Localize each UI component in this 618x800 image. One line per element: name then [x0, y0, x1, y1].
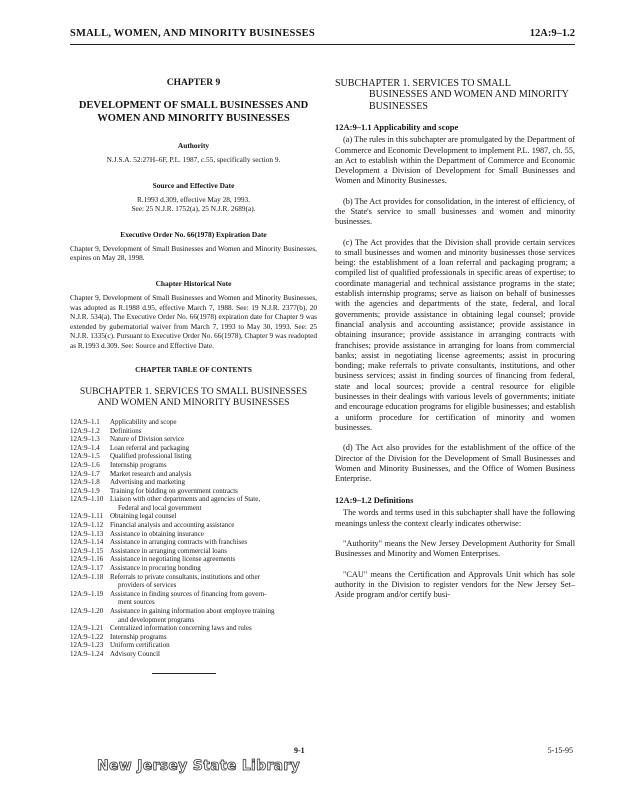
subchapter-title: [335, 78, 575, 112]
toc-section-number: 12A:9–1.4: [70, 443, 100, 452]
toc-section-number: 12A:9–1.23: [70, 641, 104, 650]
toc-section-title: [110, 470, 317, 479]
left-column: [70, 78, 317, 674]
toc-title-continuation: ment sources: [118, 598, 155, 607]
toc-row: [70, 573, 317, 590]
toc-section-title: [110, 444, 317, 453]
toc-section-number: 12A:9–1.20: [70, 607, 104, 615]
source-text: [70, 195, 317, 214]
toc-row: [70, 435, 317, 444]
toc-section-number: 12A:9–1.22: [70, 632, 104, 641]
toc-section-number: 12A:9–1.21: [70, 624, 104, 633]
toc-section-number: 12A:9–1.9: [70, 486, 100, 495]
paragraph-a: (a) The rules in this subchapter are promulgated by the Department of Commerce and Economic Development to implement P.L. 1987, ch. 55, an Act to establish within the Department of Commerce and Economic Development a Division of Development for Small Businesses and Women and Minority Businesses.: [335, 135, 575, 186]
toc-row: [70, 512, 317, 521]
header-section-number: 12A:9–1.2: [529, 28, 575, 39]
toc-title-continuation: and development programs: [118, 615, 195, 624]
chapter-title-line2: WOMEN AND MINORITY BUSINESSES: [97, 113, 290, 124]
toc-title-text: Assistance in arranging contracts with franchises: [110, 538, 248, 547]
toc-row: [70, 624, 317, 633]
toc-section-title: [110, 512, 317, 521]
toc-title-text: Applicability and scope: [110, 417, 177, 426]
toc-section-number: 12A:9–1.8: [70, 478, 100, 487]
toc-title-text: Assistance in arranging commercial loans: [110, 546, 228, 555]
toc-title-text: Training for bidding on government contracts: [110, 486, 238, 495]
chapter-title: [70, 99, 317, 125]
header-rule: [70, 44, 575, 45]
definition-cau: "CAU" means the Certification and Approvals Unit which has sole authority in the Division to register vendors for the New Jersey Set–Aside program and/or certify busi-: [335, 569, 575, 600]
toc-title-text: Internship programs: [110, 632, 167, 641]
toc-row: [70, 650, 317, 659]
toc-row: [70, 633, 317, 642]
toc-title-text: Financial analysis and accounting assistance: [110, 521, 235, 530]
toc-section-title: [110, 427, 317, 436]
toc-title-text: Liaison with other departments and agencies of State,: [110, 495, 261, 504]
toc-section-title: [110, 573, 317, 590]
toc-section-number: 12A:9–1.3: [70, 435, 100, 444]
paragraph-d: (d) The Act also provides for the establishment of the office of the Director of the Division for the Development of Small Businesses and Women and Minority Businesses, and the Office of Women Business Enterprise.: [335, 443, 575, 484]
subchapter-line3: BUSINESSES: [369, 100, 428, 112]
toc-end-rule: [152, 673, 216, 674]
toc-section-number: 12A:9–1.1: [70, 417, 100, 426]
historical-note-heading: Chapter Historical Note: [155, 278, 232, 288]
toc-row: [70, 530, 317, 539]
toc-section-number: 12A:9–1.24: [70, 649, 104, 658]
definitions-intro: The words and terms used in this subchapter shall have the following meanings unless the context clearly indicates otherwise:: [335, 508, 575, 528]
subchapter-line2: BUSINESSES AND WOMEN AND MINORITY: [369, 89, 569, 101]
toc-title-text: Centralized information concerning laws and rules: [110, 624, 252, 633]
toc-row: [70, 641, 317, 650]
toc-section-number: 12A:9–1.7: [70, 469, 100, 478]
toc-title-text: Assistance in negotiating license agreements: [110, 555, 236, 564]
toc-section-title: [110, 435, 317, 444]
paragraph-b: (b) The Act provides for consolidation, in the interest of efficiency, of the State's service to small businesses and women and minority businesses.: [335, 196, 575, 227]
running-header: [70, 28, 575, 44]
toc-row: [70, 495, 317, 512]
toc-title-text: Assistance in finding sources of financing from govern-: [110, 589, 267, 598]
toc-section-title: [110, 547, 317, 556]
section-heading-applicability: 12A:9–1.1 Applicability and scope: [335, 122, 459, 133]
right-column: [335, 78, 575, 601]
toc-section-title: [110, 555, 317, 564]
page-number: 9-1: [294, 746, 305, 755]
source-line1: R.1993 d.309, effective May 28, 1993.: [137, 194, 250, 204]
toc-subchapter-line2: AND WOMEN AND MINORITY BUSINESSES: [97, 396, 290, 408]
toc-section-number: 12A:9–1.13: [70, 529, 104, 538]
toc-section-number: 12A:9–1.17: [70, 564, 104, 573]
toc-subchapter-line1: SUBCHAPTER 1. SERVICES TO SMALL BUSINESSES: [79, 385, 308, 397]
header-title: SMALL, WOMEN, AND MINORITY BUSINESSES: [70, 28, 315, 39]
toc-row: [70, 418, 317, 427]
toc-title-continuation: Federal and local government: [118, 503, 202, 512]
authority-heading: Authority: [177, 141, 210, 150]
section-heading-definitions: 12A:9–1.2 Definitions: [335, 495, 414, 506]
definition-authority: "Authority" means the New Jersey Development Authority for Small Businesses and Minority and Women Enterprises.: [335, 539, 575, 559]
chapter-number: CHAPTER 9: [166, 78, 221, 88]
toc-section-title: [110, 538, 317, 547]
toc-section-title: [110, 590, 317, 607]
library-watermark-logo: New Jersey State Library: [97, 758, 301, 774]
toc-title-text: Advertising and marketing: [110, 478, 186, 487]
toc-section-title: [110, 461, 317, 470]
eo-heading: Executive Order No. 66(1978) Expiration Date: [120, 229, 267, 239]
subchapter-line1: SUBCHAPTER 1. SERVICES TO SMALL: [335, 78, 511, 89]
toc-section-title: [110, 607, 317, 624]
eo-text: Chapter 9, Development of Small Businesses and Women and Minority Businesses, expires on May 28, 1998.: [70, 243, 317, 263]
toc-title-text: Market research and analysis: [110, 469, 192, 478]
toc-section-number: 12A:9–1.12: [70, 521, 104, 530]
toc-section-title: [110, 530, 317, 539]
toc-section-number: 12A:9–1.11: [70, 512, 103, 521]
toc-title-text: Assistance in procuring bonding: [110, 564, 201, 573]
toc-section-title: [110, 641, 317, 650]
toc-section-title: [110, 495, 317, 512]
toc-row: [70, 478, 317, 487]
toc-title-continuation: providers of services: [118, 581, 177, 590]
authority-text: N.J.S.A. 52:27H–6F, P.L. 1987, c.55, specifically section 9.: [106, 155, 281, 164]
revision-date: 5-15-95: [547, 746, 573, 755]
toc-row: [70, 427, 317, 436]
toc-heading: CHAPTER TABLE OF CONTENTS: [135, 364, 252, 374]
toc-section-number: 12A:9–1.15: [70, 546, 104, 555]
toc-row: [70, 538, 317, 547]
toc-section-title: [110, 624, 317, 633]
toc-row: [70, 564, 317, 573]
toc-row: [70, 487, 317, 496]
toc-row: [70, 547, 317, 556]
toc-row: [70, 590, 317, 607]
toc-section-title: [110, 650, 317, 659]
toc-row: [70, 444, 317, 453]
chapter-title-line1: DEVELOPMENT OF SMALL BUSINESSES AND: [78, 100, 309, 111]
table-of-contents: [70, 418, 317, 659]
toc-title-text: Obtaining legal counsel: [110, 512, 177, 521]
toc-section-title: [110, 452, 317, 461]
toc-section-title: [110, 487, 317, 496]
toc-row: [70, 521, 317, 530]
toc-row: [70, 607, 317, 624]
toc-section-number: 12A:9–1.5: [70, 452, 100, 461]
toc-section-number: 12A:9–1.16: [70, 555, 104, 564]
toc-section-number: 12A:9–1.18: [70, 572, 104, 581]
toc-title-text: Qualified professional listing: [110, 452, 192, 461]
toc-title-text: Internship programs: [110, 460, 167, 469]
toc-section-number: 12A:9–1.14: [70, 538, 104, 547]
paragraph-c: (c) The Act provides that the Division shall provide certain services to small businesses and women and minority businesses those services being: the establishment of a loan referral and packaging program; a compiled list of qualified professionals in specific areas of expertise; to coordinate managerial and technical assistance programs in the state; establish internship programs; serve as liaison on behalf of businesses with the agencies and departments of the state, federal, and local governments; provide assistance in obtaining legal counsel; provide financial analysis and accounting assistance; provide assistance in obtaining insurance; provide assistance in arranging contracts with franchises; provide assistance in arranging for loans from commercial banks; assist in negotiating license agreements; assist in procuring bonding; make referrals to private consultants, institutions, and other business services; assist in finding sources of financing from federal, state and local sources; provide a central resource for eligible businesses in their dealings with various levels of governments; initiate and encourage education programs for eligible businesses; and establish a uniform procedure for certification of minority and women businesses.: [335, 237, 575, 432]
toc-title-text: Assistance in gaining information about employee training: [110, 607, 275, 615]
toc-section-title: [110, 418, 317, 427]
toc-row: [70, 555, 317, 564]
toc-subchapter-title: [70, 386, 317, 408]
toc-title-text: Definitions: [110, 426, 142, 435]
toc-title-text: Loan referral and packaging: [110, 443, 190, 452]
toc-row: [70, 470, 317, 479]
toc-section-number: 12A:9–1.2: [70, 426, 100, 435]
toc-section-title: [110, 478, 317, 487]
toc-section-title: [110, 564, 317, 573]
toc-title-text: Uniform certification: [110, 641, 170, 650]
toc-title-text: Referrals to private consultants, institutions and other: [110, 572, 260, 581]
toc-section-number: 12A:9–1.19: [70, 589, 104, 598]
toc-section-number: 12A:9–1.6: [70, 460, 100, 469]
toc-section-number: 12A:9–1.10: [70, 495, 104, 504]
historical-note-text: Chapter 9, Development of Small Businesses and Women and Minority Businesses, was adopted as R.1988 d.95, effective March 7, 1988. See: 19 N.J.R. 2377(b), 20 N.J.R. 534(a). The Executive Order No. 66(1978) expiration date for Chapter 9 was extended by gubernatorial waiver from March 7, 1993 to May 30, 1993. See: 25 N.J.R. 1335(c). Pursuant to Executive Order No. 66(1978), Chapter 9 was readopted as R.1993 d.309. See: Source and Effective Date.: [70, 292, 317, 350]
toc-section-title: [110, 633, 317, 642]
source-line2: See: 25 N.J.R. 1752(a), 25 N.J.R. 2689(a).: [131, 204, 256, 214]
source-heading: Source and Effective Date: [152, 180, 235, 190]
toc-title-text: Advisory Council: [110, 649, 160, 658]
toc-title-text: Assistance in obtaining insurance: [110, 529, 204, 538]
toc-section-title: [110, 521, 317, 530]
toc-row: [70, 461, 317, 470]
toc-row: [70, 452, 317, 461]
toc-title-text: Nature of Division service: [110, 435, 185, 444]
